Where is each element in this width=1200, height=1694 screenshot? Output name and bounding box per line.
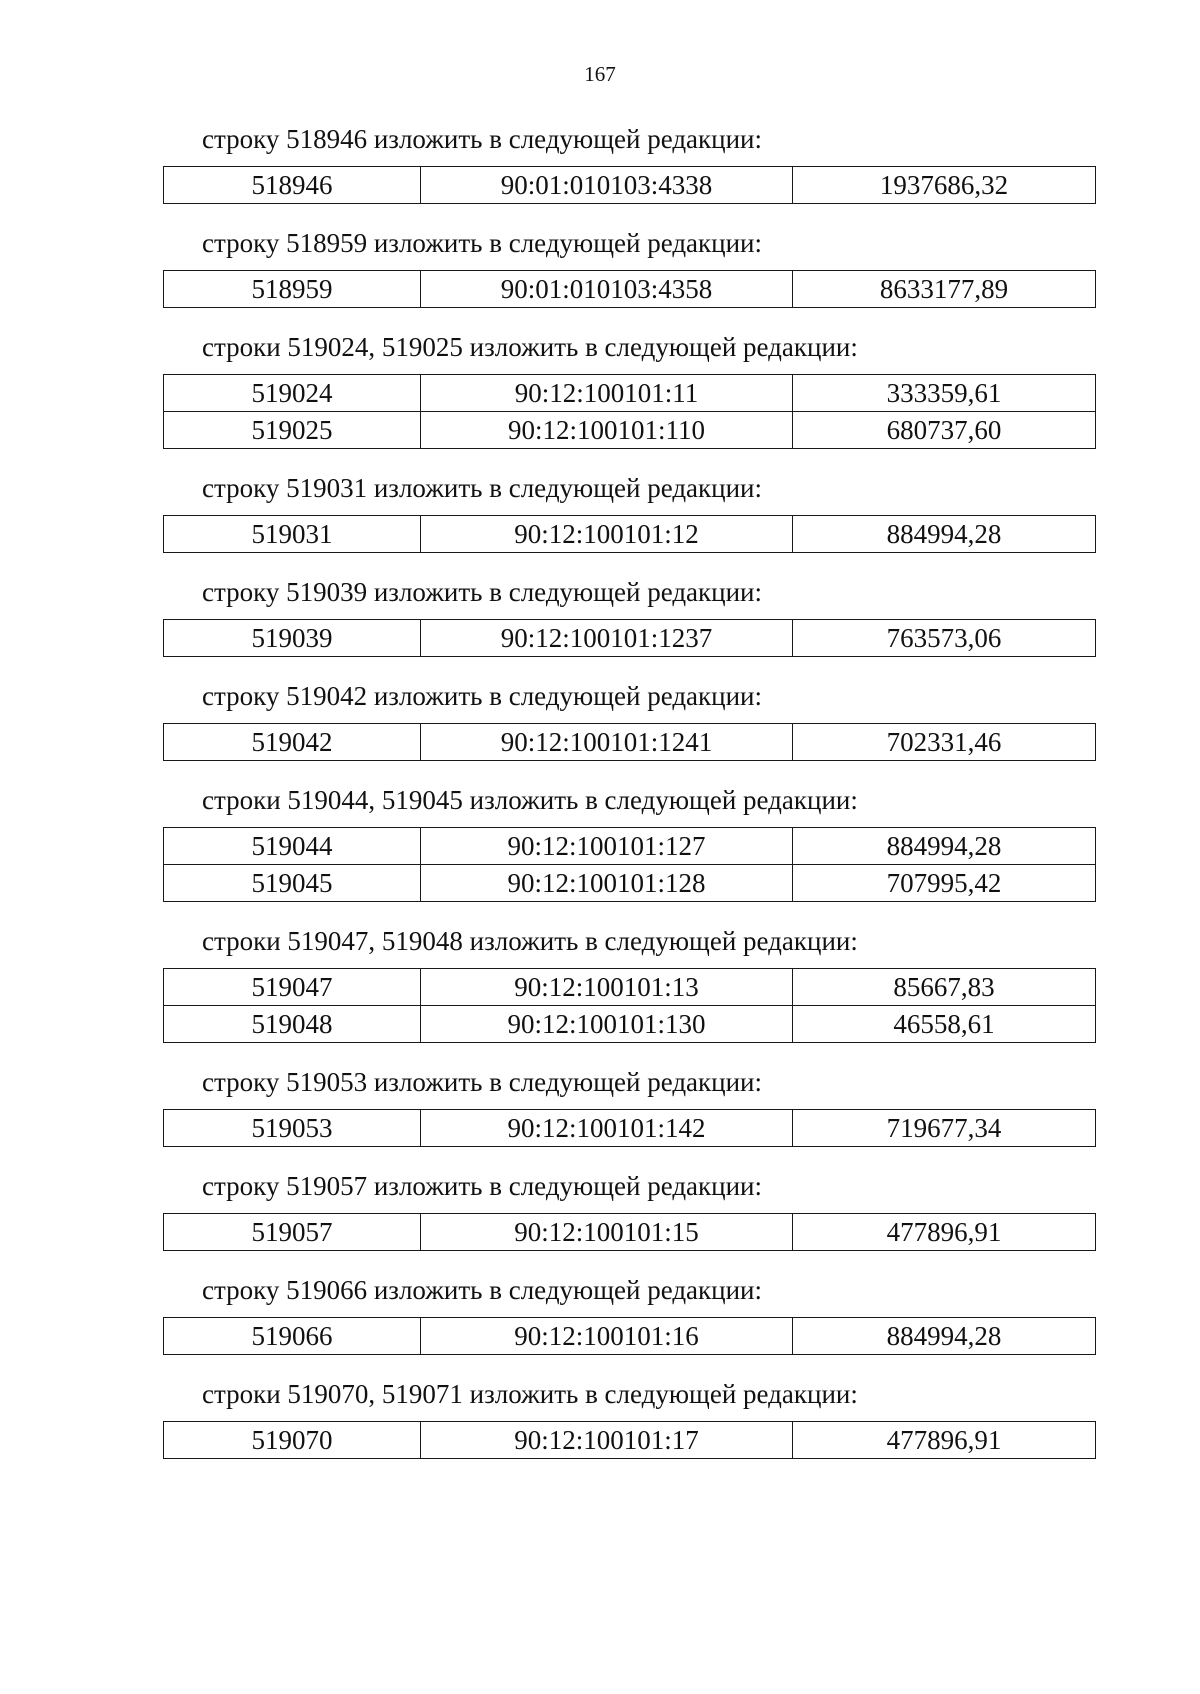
- row-number-cell: 519045: [164, 865, 421, 902]
- amendment-instruction: строку 519042 изложить в следующей редакции:: [202, 681, 763, 711]
- value-cell: 763573,06: [793, 620, 1096, 657]
- row-number-cell: 519047: [164, 969, 421, 1006]
- entry-table: [163, 1109, 1096, 1147]
- cadastral-number-cell: 90:12:100101:15: [421, 1214, 793, 1251]
- row-number-cell: 519031: [164, 516, 421, 553]
- cadastral-number-cell: 90:12:100101:16: [421, 1318, 793, 1355]
- table-row: [164, 1006, 1096, 1043]
- amendment-section: [163, 924, 1095, 1043]
- table-row: [164, 1214, 1096, 1251]
- row-number-cell: 519048: [164, 1006, 421, 1043]
- cadastral-number-cell: 90:01:010103:4338: [421, 167, 793, 204]
- value-cell: 85667,83: [793, 969, 1096, 1006]
- amendment-section: [163, 1065, 1095, 1147]
- cadastral-number-cell: 90:12:100101:12: [421, 516, 793, 553]
- cadastral-number-cell: 90:12:100101:128: [421, 865, 793, 902]
- amendment-section: [163, 471, 1095, 553]
- cadastral-number-cell: 90:12:100101:13: [421, 969, 793, 1006]
- row-number-cell: 519044: [164, 828, 421, 865]
- entry-table: [163, 968, 1096, 1043]
- amendment-section: [163, 226, 1095, 308]
- value-cell: 680737,60: [793, 412, 1096, 449]
- document-body: [163, 122, 1095, 1481]
- row-number-cell: 519066: [164, 1318, 421, 1355]
- value-cell: 46558,61: [793, 1006, 1096, 1043]
- amendment-instruction: строку 519039 изложить в следующей редакции:: [202, 577, 763, 607]
- amendment-instruction: строку 519053 изложить в следующей редакции:: [202, 1067, 763, 1097]
- value-cell: 707995,42: [793, 865, 1096, 902]
- value-cell: 702331,46: [793, 724, 1096, 761]
- row-number-cell: 519057: [164, 1214, 421, 1251]
- value-cell: 8633177,89: [793, 271, 1096, 308]
- amendment-instruction: строку 519031 изложить в следующей редакции:: [202, 473, 763, 503]
- table-row: [164, 828, 1096, 865]
- table-row: [164, 865, 1096, 902]
- amendment-instruction: строки 519047, 519048 изложить в следующей редакции:: [202, 926, 858, 956]
- entry-table: [163, 619, 1096, 657]
- cadastral-number-cell: 90:12:100101:1241: [421, 724, 793, 761]
- cadastral-number-cell: 90:12:100101:110: [421, 412, 793, 449]
- amendment-instruction: строку 518946 изложить в следующей редакции:: [202, 124, 763, 154]
- cadastral-number-cell: 90:01:010103:4358: [421, 271, 793, 308]
- row-number-cell: 519024: [164, 375, 421, 412]
- cadastral-number-cell: 90:12:100101:142: [421, 1110, 793, 1147]
- amendment-section: [163, 330, 1095, 449]
- value-cell: 884994,28: [793, 516, 1096, 553]
- table-row: [164, 167, 1096, 204]
- cadastral-number-cell: 90:12:100101:17: [421, 1422, 793, 1459]
- amendment-instruction: строки 519070, 519071 изложить в следующей редакции:: [202, 1379, 858, 1409]
- entry-table: [163, 827, 1096, 902]
- value-cell: 884994,28: [793, 828, 1096, 865]
- amendment-section: [163, 1273, 1095, 1355]
- table-row: [164, 271, 1096, 308]
- row-number-cell: 519053: [164, 1110, 421, 1147]
- value-cell: 477896,91: [793, 1422, 1096, 1459]
- row-number-cell: 519070: [164, 1422, 421, 1459]
- entry-table: [163, 374, 1096, 449]
- amendment-instruction: строки 519044, 519045 изложить в следующей редакции:: [202, 785, 858, 815]
- table-row: [164, 516, 1096, 553]
- row-number-cell: 519042: [164, 724, 421, 761]
- page-number: 167: [584, 62, 616, 86]
- entry-table: [163, 723, 1096, 761]
- amendment-section: [163, 783, 1095, 902]
- amendment-section: [163, 679, 1095, 761]
- row-number-cell: 519025: [164, 412, 421, 449]
- value-cell: 333359,61: [793, 375, 1096, 412]
- cadastral-number-cell: 90:12:100101:127: [421, 828, 793, 865]
- table-row: [164, 724, 1096, 761]
- table-row: [164, 620, 1096, 657]
- table-row: [164, 375, 1096, 412]
- entry-table: [163, 1317, 1096, 1355]
- amendment-section: [163, 1377, 1095, 1459]
- value-cell: 884994,28: [793, 1318, 1096, 1355]
- entry-table: [163, 166, 1096, 204]
- row-number-cell: 518946: [164, 167, 421, 204]
- table-row: [164, 412, 1096, 449]
- amendment-instruction: строку 518959 изложить в следующей редакции:: [202, 228, 763, 258]
- amendment-section: [163, 1169, 1095, 1251]
- entry-table: [163, 270, 1096, 308]
- table-row: [164, 1318, 1096, 1355]
- cadastral-number-cell: 90:12:100101:1237: [421, 620, 793, 657]
- table-row: [164, 1110, 1096, 1147]
- row-number-cell: 518959: [164, 271, 421, 308]
- value-cell: 719677,34: [793, 1110, 1096, 1147]
- amendment-section: [163, 122, 1095, 204]
- cadastral-number-cell: 90:12:100101:130: [421, 1006, 793, 1043]
- cadastral-number-cell: 90:12:100101:11: [421, 375, 793, 412]
- value-cell: 477896,91: [793, 1214, 1096, 1251]
- row-number-cell: 519039: [164, 620, 421, 657]
- entry-table: [163, 1421, 1096, 1459]
- entry-table: [163, 1213, 1096, 1251]
- table-row: [164, 1422, 1096, 1459]
- amendment-instruction: строку 519066 изложить в следующей редакции:: [202, 1275, 763, 1305]
- amendment-instruction: строки 519024, 519025 изложить в следующей редакции:: [202, 332, 858, 362]
- table-row: [164, 969, 1096, 1006]
- amendment-section: [163, 575, 1095, 657]
- value-cell: 1937686,32: [793, 167, 1096, 204]
- entry-table: [163, 515, 1096, 553]
- amendment-instruction: строку 519057 изложить в следующей редакции:: [202, 1171, 763, 1201]
